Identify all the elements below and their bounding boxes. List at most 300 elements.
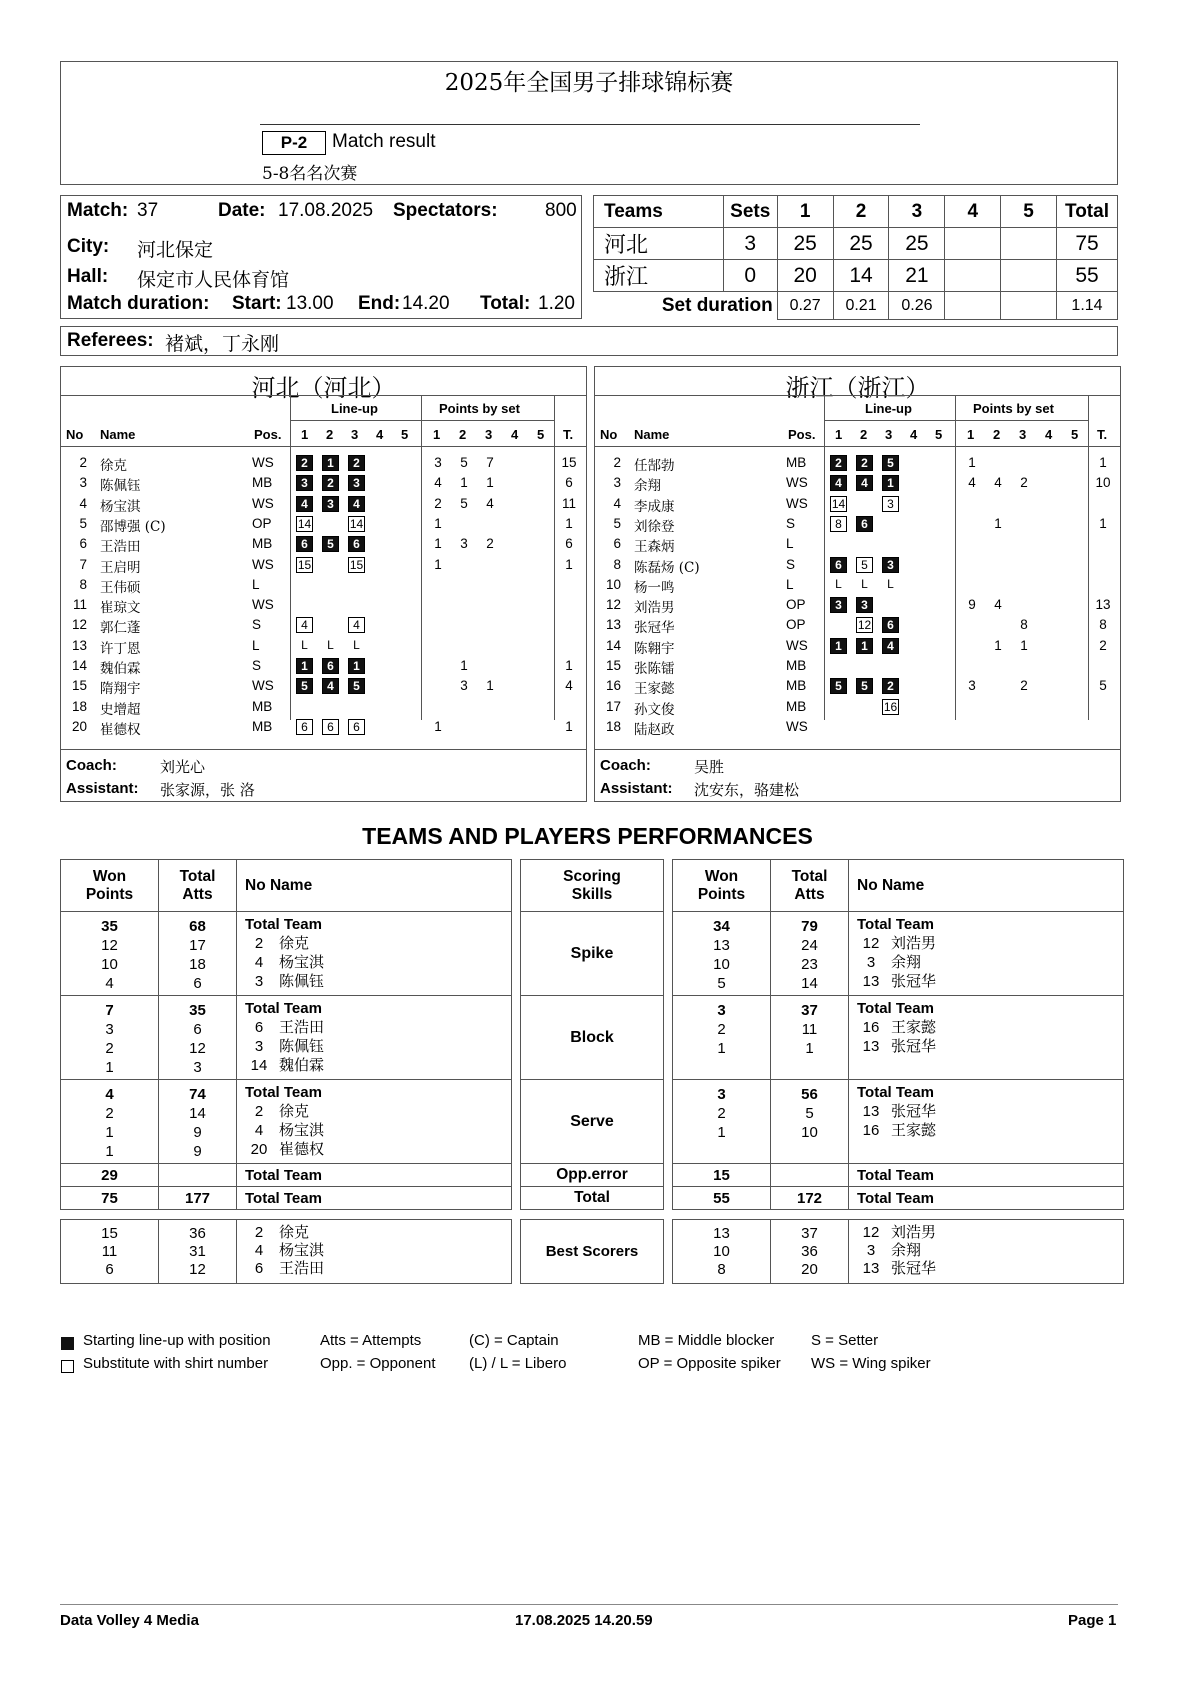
player-name: 陈佩钰 [100, 478, 141, 495]
player-position: L [252, 576, 260, 592]
lineup-cell: 6 [348, 536, 365, 552]
total-duration-label: Total: [480, 293, 531, 314]
player-position: MB [252, 536, 273, 552]
hall-label: Hall: [67, 266, 109, 287]
player-position: L [786, 576, 794, 592]
player-entry [857, 1102, 1123, 1121]
player-number: 2 [613, 455, 621, 470]
lineup-cell: L [327, 637, 334, 652]
total-name: Total Team [237, 1187, 512, 1210]
player-name: 王浩田 [100, 539, 141, 556]
set-duration-5 [1001, 292, 1057, 320]
date-label: Date: [218, 200, 266, 221]
points-set-cell: 3 [460, 536, 468, 552]
player-position: S [252, 617, 262, 633]
player-position: MB [252, 718, 273, 734]
lineup-cell: 2 [322, 475, 339, 491]
lineup-set-header: 5 [935, 427, 943, 442]
perf-opp-error-row [673, 1164, 1124, 1187]
points-set-header: 5 [537, 427, 545, 442]
player-no: 16 [862, 1122, 880, 1139]
lineup-set-header: 2 [326, 427, 334, 442]
lineup-cell: 6 [830, 557, 847, 573]
lineup-cell: 1 [830, 638, 847, 654]
total-atts-value: 24 [801, 937, 818, 954]
lineup-cell: L [861, 576, 868, 591]
score-header: 4 [945, 196, 1001, 228]
player-name-cell [237, 996, 512, 1080]
player-entry [857, 1083, 1123, 1102]
player-position: MB [786, 658, 807, 673]
player-position: MB [252, 475, 273, 491]
footer-software: Data Volley 4 Media [60, 1612, 199, 1629]
total-duration-value: 1.20 [538, 293, 575, 314]
lineup-cell: 4 [296, 617, 313, 633]
player-name: 王家懿 [634, 681, 675, 698]
points-set-header: 1 [967, 427, 975, 442]
player-position: WS [786, 495, 808, 511]
best-atts-cell [771, 1220, 849, 1284]
player-no: 13 [862, 1103, 880, 1120]
spectators-label: Spectators: [393, 200, 498, 221]
total-atts-header-text: Total Atts [179, 867, 216, 903]
points-set-header: 3 [1019, 427, 1027, 442]
won-points-cell [673, 912, 771, 996]
points-set-cell: 5 [460, 495, 468, 511]
total-atts-cell [159, 996, 237, 1080]
player-name: 刘浩男 [634, 600, 675, 617]
player-total-points: 1 [565, 718, 573, 734]
lineup-header: Line-up [865, 401, 912, 416]
player-entry [857, 915, 1123, 934]
assistant-name: 张家源，张 洛 [160, 781, 255, 799]
won-points-value: 1 [105, 1124, 114, 1141]
player-total-points: 15 [561, 455, 577, 470]
lineup-cell: 4 [882, 638, 899, 654]
lineup-set-header: 4 [376, 427, 384, 442]
roster-divider [290, 395, 291, 720]
player-name: 孙文俊 [634, 701, 675, 718]
best-won-value: 13 [713, 1225, 730, 1242]
total-atts-value: 35 [189, 1002, 206, 1019]
perf-skill-row [673, 996, 1124, 1080]
roster-divider [955, 395, 956, 720]
points-set-cell: 5 [460, 455, 468, 470]
player-no: 6 [254, 1260, 264, 1277]
player-entry [857, 1037, 1123, 1056]
player-no: 13 [862, 1038, 880, 1055]
player-number: 12 [71, 617, 87, 633]
total-team-label: Total Team [857, 916, 934, 933]
coach-label: Coach: [66, 757, 117, 774]
perf-best-row [61, 1220, 512, 1284]
player-name-cell [849, 1080, 1124, 1164]
player-total-points: 1 [1099, 515, 1107, 531]
skill-serve: Serve [521, 1080, 664, 1164]
perf-gap-row [61, 1210, 512, 1220]
player-name: 王森炳 [634, 539, 675, 556]
match-number: 37 [137, 200, 159, 221]
player-entry [245, 972, 511, 991]
lineup-cell: 1 [348, 658, 365, 674]
perf-gap [673, 1210, 1124, 1220]
score-header: 2 [833, 196, 889, 228]
no-name-header-text: No Name [857, 876, 925, 894]
lineup-cell: 1 [322, 455, 339, 471]
best-scorer-entry [857, 1223, 1123, 1241]
player-no: 3 [254, 973, 264, 990]
total-atts-value: 68 [189, 918, 206, 935]
player-name: 王家懿 [891, 1018, 937, 1036]
player-total-points: 11 [561, 495, 576, 511]
player-entry [857, 972, 1123, 991]
player-name: 魏伯霖 [279, 1056, 325, 1074]
player-total-points: 8 [1099, 617, 1107, 633]
player-number: 15 [605, 658, 621, 673]
player-position: L [252, 637, 260, 653]
lineup-cell: 16 [883, 699, 898, 714]
player-position: OP [786, 597, 806, 613]
lineup-cell: 3 [296, 475, 313, 491]
player-number: 13 [71, 637, 87, 653]
perf-gap [61, 1210, 512, 1220]
player-name: 崔德权 [100, 721, 141, 738]
skill-spike: Spike [521, 912, 664, 996]
player-number: 15 [71, 678, 87, 694]
won-points-header [61, 860, 159, 912]
player-name: 陈磊炀 (C) [634, 559, 700, 576]
player-name: 陈佩钰 [279, 972, 325, 990]
player-number: 13 [605, 617, 621, 633]
score-team: 浙江 [594, 260, 724, 292]
lineup-cell: 3 [322, 496, 339, 512]
player-name: 徐克 [279, 934, 310, 952]
player-number: 10 [605, 576, 621, 592]
player-entry [245, 1140, 511, 1159]
lineup-cell: 4 [830, 475, 847, 491]
total-atts-value: 17 [189, 937, 206, 954]
score-set-1: 25 [777, 228, 833, 260]
player-number: 16 [605, 678, 621, 694]
coach-name: 刘光心 [160, 758, 206, 776]
skill-row [521, 1080, 664, 1164]
lineup-cell: 2 [830, 455, 847, 471]
pos-header: Pos. [788, 427, 816, 442]
total-atts-cell [771, 1080, 849, 1164]
lineup-header: Line-up [331, 401, 378, 416]
player-name: 杨宝淇 [279, 1241, 325, 1259]
opp-error-atts [771, 1164, 849, 1187]
player-position: S [252, 658, 262, 673]
player-position: WS [252, 455, 274, 470]
skill-row [521, 912, 664, 996]
opp-error-name: Total Team [237, 1164, 512, 1187]
won-points-value: 5 [717, 975, 726, 992]
best-won-value: 6 [105, 1261, 114, 1278]
total-atts-value: 11 [801, 1021, 818, 1038]
player-number: 3 [79, 475, 87, 491]
total-atts-value: 6 [193, 1021, 202, 1038]
no-name-header [237, 860, 512, 912]
score-total: 75 [1056, 228, 1117, 260]
won-points-cell [61, 912, 159, 996]
player-number: 5 [613, 515, 621, 531]
player-number: 8 [79, 576, 87, 592]
won-points-value: 13 [713, 937, 730, 954]
lineup-cell: 3 [348, 475, 365, 491]
won-points-value: 12 [101, 937, 118, 954]
lineup-cell: 5 [348, 678, 365, 694]
player-entry [857, 934, 1123, 953]
player-name: 杨一鸣 [634, 579, 675, 596]
player-no: 20 [250, 1141, 268, 1158]
duration-label: Match duration: [67, 293, 210, 314]
roster-divider [421, 395, 422, 720]
opp-error-name: Total Team [849, 1164, 1124, 1187]
player-total-points: 13 [1095, 597, 1111, 613]
player-position: S [786, 556, 796, 572]
player-name: 徐克 [279, 1223, 310, 1241]
legend-captain: (C) = Captain [469, 1332, 559, 1349]
roster-team-title: 河北（河北） [251, 374, 396, 402]
player-no: 3 [254, 1038, 264, 1055]
legend-atts: Atts = Attempts [320, 1332, 422, 1349]
player-name: 杨宝淇 [279, 953, 325, 971]
player-entry [245, 999, 511, 1018]
best-won-cell [61, 1220, 159, 1284]
opp-error-won: 15 [673, 1164, 771, 1187]
points-by-set-header: Points by set [439, 401, 520, 416]
points-set-cell: 1 [460, 658, 468, 673]
pos-header: Pos. [254, 427, 282, 442]
perf-gap-row [673, 1210, 1124, 1220]
player-number: 6 [613, 536, 621, 552]
total-atts-cell [771, 996, 849, 1080]
lineup-cell: 1 [856, 638, 873, 654]
player-number: 4 [613, 495, 621, 511]
score-header: 5 [1001, 196, 1057, 228]
substitute-swatch [61, 1360, 74, 1373]
set-duration-total: 1.14 [1056, 292, 1117, 320]
lineup-cell: 4 [348, 496, 365, 512]
points-set-cell: 7 [486, 455, 494, 470]
player-number: 3 [613, 475, 621, 491]
won-points-header-text: Won Points [697, 867, 746, 903]
points-set-cell: 2 [1020, 475, 1028, 491]
lineup-cell: L [301, 637, 308, 652]
player-number: 18 [71, 698, 87, 714]
no-header: No [66, 427, 84, 442]
player-number: 12 [605, 597, 621, 613]
won-points-value: 1 [717, 1124, 726, 1141]
player-name-cell [849, 912, 1124, 996]
points-set-header: 2 [993, 427, 1001, 442]
points-set-cell: 1 [434, 718, 442, 734]
best-atts-cell [159, 1220, 237, 1284]
points-set-cell: 8 [1020, 617, 1028, 633]
player-number: 14 [605, 637, 621, 653]
skill-gap [521, 1210, 664, 1220]
won-points-value: 2 [105, 1040, 114, 1057]
total-atts: 177 [159, 1187, 237, 1210]
player-position: S [786, 515, 796, 531]
player-total-points: 10 [1095, 475, 1111, 491]
won-points-value: 2 [105, 1105, 114, 1122]
player-name: 余翔 [891, 1241, 922, 1259]
lineup-cell: 2 [856, 455, 873, 471]
referees-value: 褚斌，丁永刚 [165, 333, 280, 355]
won-points-value: 7 [105, 1002, 114, 1019]
total-header: T. [563, 427, 574, 442]
total-team-label: Total Team [245, 916, 322, 933]
lineup-cell: 2 [348, 455, 365, 471]
spectators-value: 800 [545, 200, 577, 221]
won-points-value: 1 [105, 1059, 114, 1076]
coach-name: 吴胜 [694, 758, 725, 776]
score-set-2: 25 [833, 228, 889, 260]
performance-table-away [672, 859, 1124, 1284]
performance-table-skills [520, 859, 664, 1284]
won-points-value: 2 [717, 1105, 726, 1122]
assistant-label: Assistant: [600, 780, 673, 797]
won-points-value: 10 [101, 956, 118, 973]
points-set-header: 3 [485, 427, 493, 442]
player-total-points: 1 [565, 658, 573, 673]
best-atts-value: 36 [189, 1225, 206, 1242]
points-set-cell: 1 [460, 475, 468, 491]
lineup-cell: 3 [856, 597, 873, 613]
no-name-header [849, 860, 1124, 912]
skill-total-row [521, 1187, 664, 1210]
footer-page: Page 1 [1068, 1612, 1117, 1629]
player-name-cell [237, 912, 512, 996]
points-set-cell: 1 [994, 637, 1002, 653]
player-number: 5 [79, 515, 87, 531]
player-name: 魏伯霖 [100, 661, 141, 677]
score-header: Teams [594, 196, 724, 228]
lineup-cell: 3 [830, 597, 847, 613]
date-value: 17.08.2025 [278, 200, 374, 221]
player-position: OP [786, 617, 806, 633]
player-name: 陆赵政 [634, 721, 675, 738]
lineup-cell: 1 [882, 475, 899, 491]
points-set-cell: 4 [434, 475, 442, 491]
set-duration-1: 0.27 [777, 292, 833, 320]
perf-skill-row [61, 996, 512, 1080]
player-entry [245, 953, 511, 972]
lineup-cell: 6 [296, 719, 313, 735]
best-scorer-entry [857, 1259, 1123, 1277]
won-points-header [673, 860, 771, 912]
points-set-cell: 2 [434, 495, 442, 511]
scoring-skills-header-text: Scoring Skills [563, 867, 621, 903]
no-header: No [600, 427, 618, 442]
player-no: 4 [254, 1242, 264, 1259]
lineup-cell: 5 [856, 678, 873, 694]
won-points-header-text: Won Points [85, 867, 134, 903]
report-title: Match result [332, 131, 436, 152]
total-atts-value: 14 [801, 975, 818, 992]
total-atts-value: 1 [805, 1040, 814, 1057]
player-total-points: 1 [565, 515, 573, 531]
lineup-set-header: 2 [860, 427, 868, 442]
referees-label: Referees: [67, 330, 154, 351]
set-duration-4 [945, 292, 1001, 320]
player-no: 13 [862, 973, 880, 990]
player-name: 郭仁蓬 [100, 620, 141, 637]
lineup-cell: 8 [830, 516, 847, 532]
total-atts: 172 [771, 1187, 849, 1210]
scoring-skills-header [521, 860, 664, 912]
points-set-header: 2 [459, 427, 467, 442]
lineup-set-header: 5 [401, 427, 409, 442]
won-points-cell [673, 1080, 771, 1164]
player-name-cell [237, 1080, 512, 1164]
won-points-value: 3 [105, 1021, 114, 1038]
points-set-cell: 4 [994, 475, 1002, 491]
player-entry [245, 934, 511, 953]
player-no: 4 [254, 954, 264, 971]
legend-mb: MB = Middle blocker [638, 1332, 775, 1349]
lineup-cell: 3 [882, 557, 899, 573]
best-won-cell [673, 1220, 771, 1284]
legend-substitute: Substitute with shirt number [83, 1355, 269, 1372]
name-header: Name [634, 427, 670, 442]
player-entry [857, 1018, 1123, 1037]
player-number: 2 [79, 455, 87, 470]
best-won-value: 10 [713, 1243, 730, 1260]
skill-block: Block [521, 996, 664, 1080]
points-set-cell: 3 [968, 678, 976, 694]
set-duration-2: 0.21 [833, 292, 889, 320]
perf-header-row [673, 860, 1124, 912]
total-atts-value: 74 [189, 1086, 206, 1103]
best-atts-value: 31 [189, 1243, 206, 1260]
player-entry [857, 1121, 1123, 1140]
points-set-cell: 1 [994, 515, 1002, 531]
total-atts-value: 12 [189, 1040, 206, 1057]
won-points-value: 34 [713, 918, 730, 935]
assistant-name: 沈安东，骆建松 [694, 781, 800, 799]
total-atts-header [771, 860, 849, 912]
lineup-cell: 4 [322, 678, 339, 694]
total-atts-value: 10 [801, 1124, 818, 1141]
skill-opp-error: Opp.error [521, 1164, 664, 1187]
skill-row [521, 996, 664, 1080]
points-set-header: 1 [433, 427, 441, 442]
total-atts-value: 14 [189, 1105, 206, 1122]
lineup-set-header: 1 [301, 427, 309, 442]
lineup-cell: 6 [322, 658, 339, 674]
score-set-1: 20 [777, 260, 833, 292]
opp-error-atts [159, 1164, 237, 1187]
lineup-cell: 6 [322, 719, 339, 735]
points-set-cell: 4 [968, 475, 976, 491]
lineup-cell: 4 [296, 496, 313, 512]
won-points-value: 1 [105, 1143, 114, 1160]
points-set-cell: 1 [1020, 637, 1028, 653]
lineup-cell: 5 [856, 557, 873, 573]
set-duration-3: 0.26 [889, 292, 945, 320]
won-points-cell [61, 996, 159, 1080]
won-points-cell [61, 1080, 159, 1164]
lineup-cell: 4 [348, 617, 365, 633]
player-position: OP [252, 515, 272, 531]
phase-label: 5-8名名次赛 [262, 164, 358, 184]
score-header: 1 [777, 196, 833, 228]
report-code: P-2 [262, 131, 326, 155]
competition-title: 2025年全国男子排球锦标赛 [444, 70, 734, 96]
